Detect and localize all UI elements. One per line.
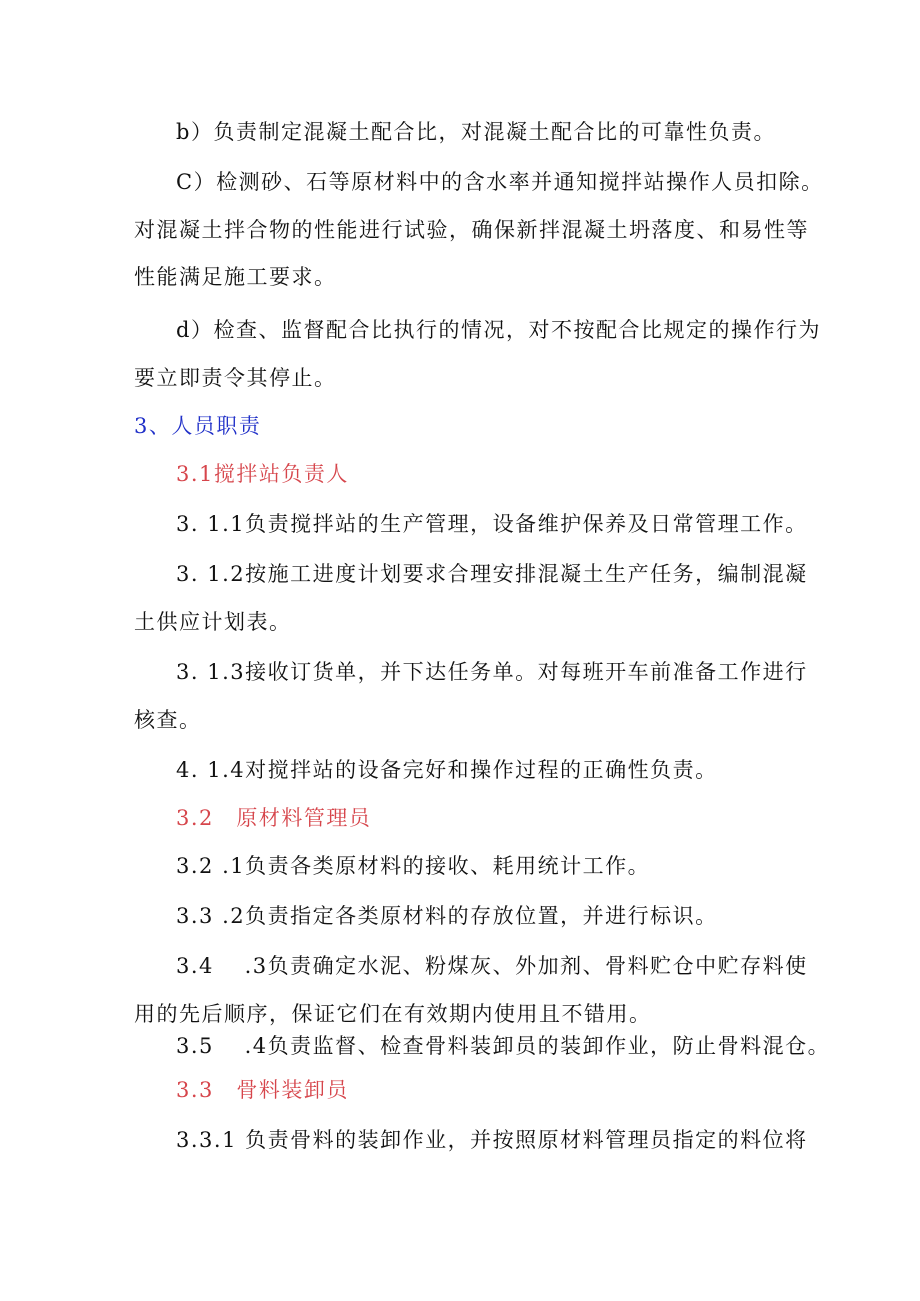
section-heading-3: 3、人员职责 xyxy=(134,414,262,438)
paragraph-b-line-1: b）负责制定混凝土配合比，对混凝土配合比的可靠性负责。 xyxy=(176,120,776,144)
item-4-1-4: 4. 1.4对搅拌站的设备完好和操作过程的正确性负责。 xyxy=(176,758,718,782)
item-3-3-1: 3.3.1 负责骨料的装卸作业，并按照原材料管理员指定的料位将 xyxy=(176,1128,808,1152)
paragraph-c-line-3: 性能满足施工要求。 xyxy=(134,265,337,289)
item-3-1-2-line-2: 土供应计划表。 xyxy=(134,610,292,634)
item-3-4-3-line-2: 用的先后顺序，保证它们在有效期内使用且不错用。 xyxy=(134,1002,652,1026)
item-3-1-1: 3. 1.1负责搅拌站的生产管理，设备维护保养及日常管理工作。 xyxy=(176,512,808,536)
item-3-2-1: 3.2 .1负责各类原材料的接收、耗用统计工作。 xyxy=(176,854,651,878)
paragraph-d-line-2: 要立即责令其停止。 xyxy=(134,366,337,390)
subsection-heading-3-3: 3.3 骨料装卸员 xyxy=(176,1078,349,1102)
item-3-1-3-line-2: 核查。 xyxy=(134,708,202,732)
paragraph-c-line-2: 对混凝土拌合物的性能进行试验，确保新拌混凝土坍落度、和易性等 xyxy=(134,218,809,242)
item-3-1-3-line-1: 3. 1.3接收订货单，并下达任务单。对每班开车前准备工作进行 xyxy=(176,660,808,684)
paragraph-c-line-1: C）检测砂、石等原材料中的含水率并通知搅拌站操作人员扣除。 xyxy=(176,170,824,194)
item-3-1-2-line-1: 3. 1.2按施工进度计划要求合理安排混凝土生产任务，编制混凝 xyxy=(176,562,808,586)
item-3-5-4: 3.5 .4负责监督、检查骨料装卸员的装卸作业，防止骨料混仓。 xyxy=(176,1034,831,1058)
item-3-3-2: 3.3 .2负责指定各类原材料的存放位置，并进行标识。 xyxy=(176,904,718,928)
paragraph-d-line-1: d）检查、监督配合比执行的情况，对不按配合比规定的操作行为 xyxy=(176,318,821,342)
subsection-heading-3-1: 3.1搅拌站负责人 xyxy=(176,462,349,486)
item-3-4-3-line-1: 3.4 .3负责确定水泥、粉煤灰、外加剂、骨料贮仓中贮存料使 xyxy=(176,954,808,978)
subsection-heading-3-2: 3.2 原材料管理员 xyxy=(176,806,372,830)
